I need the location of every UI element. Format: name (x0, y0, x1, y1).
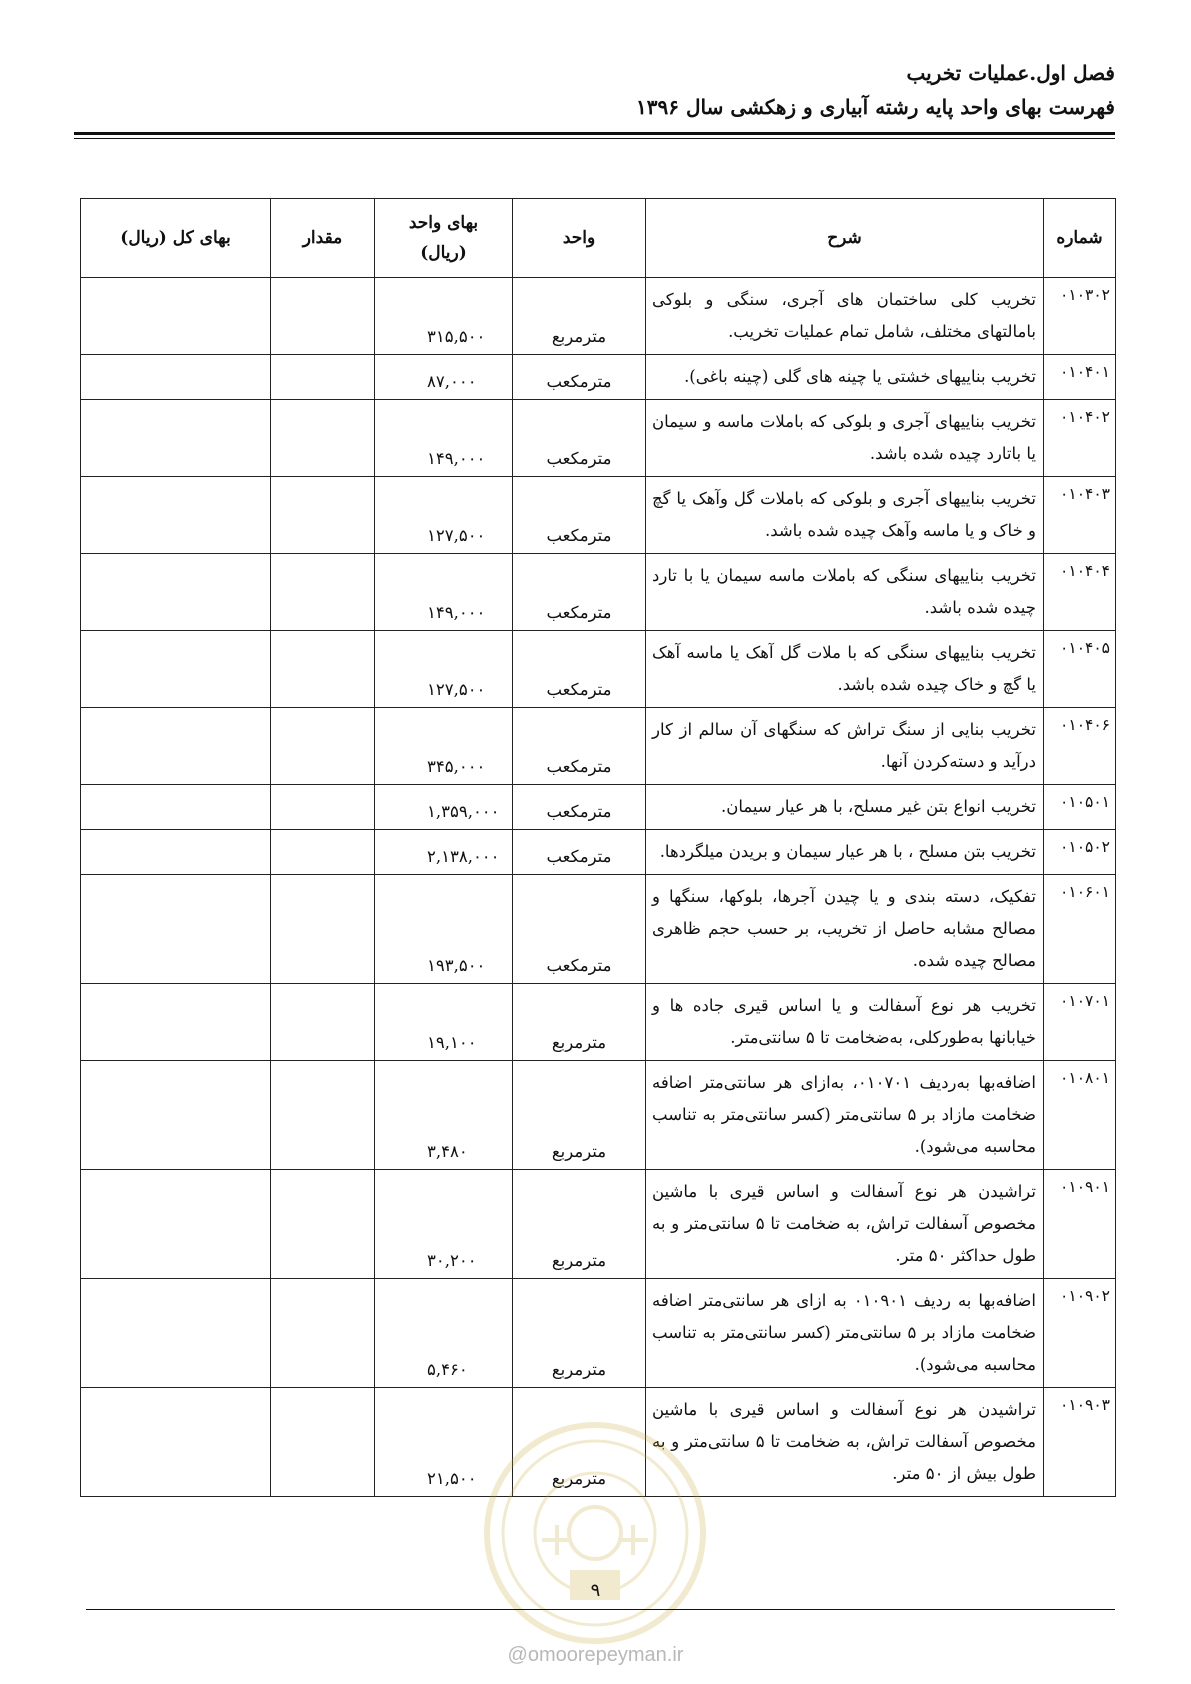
row-description: تراشیدن هر نوع آسفالت و اساس قیری با ماشین مخصوص آسفالت تراش، به ضخامت تا ۵ سانتی‌متر و به طول حداکثر ۵۰ متر. (646, 1170, 1044, 1279)
row-unit: مترمکعب (513, 875, 646, 984)
row-description: تخریب بنایی از سنگ تراش که سنگهای آن سالم از کار درآید و دسته‌کردن آنها. (646, 708, 1044, 785)
row-number: ۰۱۰۴۰۲ (1044, 400, 1116, 477)
row-quantity (271, 984, 375, 1061)
row-unit-price: ۳۱۵,۵۰۰ (375, 278, 513, 355)
row-number: ۰۱۰۹۰۱ (1044, 1170, 1116, 1279)
row-unit: مترمربع (513, 1279, 646, 1388)
row-description: تخریب بناییهای سنگی که با ملات گل آهک یا ماسه آهک یا گچ و خاک چیده شده باشد. (646, 631, 1044, 708)
row-description: تخریب بتن مسلح ، با هر عیار سیمان و بریدن میلگردها. (646, 830, 1044, 875)
row-description: اضافه‌بها به ردیف ۰۱۰۹۰۱ به ازای هر سانتی‌متر اضافه ضخامت مازاد بر ۵ سانتی‌متر (کسر سانتی‌متر به تناسب محاسبه می‌شود). (646, 1279, 1044, 1388)
table-row (81, 984, 1116, 1061)
row-unit-price: ۳,۴۸۰ (375, 1061, 513, 1170)
row-unit: مترمربع (513, 984, 646, 1061)
row-number: ۰۱۰۴۰۵ (1044, 631, 1116, 708)
row-number: ۰۱۰۹۰۳ (1044, 1388, 1116, 1497)
table-row (81, 785, 1116, 830)
row-total-price (81, 400, 271, 477)
row-total-price (81, 1061, 271, 1170)
row-number: ۰۱۰۴۰۱ (1044, 355, 1116, 400)
row-unit: مترمکعب (513, 708, 646, 785)
row-description: تخریب انواع بتن غیر مسلح، با هر عیار سیمان. (646, 785, 1044, 830)
row-quantity (271, 355, 375, 400)
row-unit: مترمکعب (513, 631, 646, 708)
page-header (636, 56, 1115, 124)
row-number: ۰۱۰۸۰۱ (1044, 1061, 1116, 1170)
watermark-text: @omoorepeyman.ir (507, 1644, 684, 1666)
row-total-price (81, 830, 271, 875)
row-unit-price: ۲,۱۳۸,۰۰۰ (375, 830, 513, 875)
row-unit-price: ۱۹,۱۰۰ (375, 984, 513, 1061)
table-row (81, 1170, 1116, 1279)
row-quantity (271, 875, 375, 984)
row-total-price (81, 1170, 271, 1279)
row-unit-price: ۳۴۵,۰۰۰ (375, 708, 513, 785)
table-row (81, 1279, 1116, 1388)
row-total-price (81, 631, 271, 708)
table-row (81, 400, 1116, 477)
row-unit-price: ۸۷,۰۰۰ (375, 355, 513, 400)
row-description: تخریب هر نوع آسفالت و یا اساس قیری جاده ها و خیابانها به‌طورکلی، به‌ضخامت تا ۵ سانتی‌متر. (646, 984, 1044, 1061)
row-total-price (81, 1279, 271, 1388)
row-number: ۰۱۰۹۰۲ (1044, 1279, 1116, 1388)
table-row (81, 708, 1116, 785)
header-total-price: بهای کل (ریال) (81, 199, 271, 278)
row-description: تخریب بناییهای آجری و بلوکی که باملات ماسه و سیمان یا باتارد چیده شده باشد. (646, 400, 1044, 477)
table-row (81, 554, 1116, 631)
row-quantity (271, 1061, 375, 1170)
header-description: شرح (646, 199, 1044, 278)
table-row (81, 355, 1116, 400)
row-unit-price: ۲۱,۵۰۰ (375, 1388, 513, 1497)
row-unit: مترمربع (513, 1170, 646, 1279)
document-subtitle: فهرست بهای واحد پایه رشته آبیاری و زهکشی سال ۱۳۹۶ (636, 95, 1115, 119)
row-description: تفکیک، دسته بندی و یا چیدن آجرها، بلوکها، سنگها و مصالح مشابه حاصل از تخریب، بر حسب حجم ظاهری مصالح چیده شده. (646, 875, 1044, 984)
row-total-price (81, 355, 271, 400)
row-total-price (81, 984, 271, 1061)
table-row (81, 477, 1116, 554)
header-unit: واحد (513, 199, 646, 278)
row-description: تخریب بناییهای خشتی یا چینه های گلی (چینه باغی). (646, 355, 1044, 400)
row-description: تخریب بناییهای سنگی که باملات ماسه سیمان یا با تارد چیده شده باشد. (646, 554, 1044, 631)
header-rule-thin (74, 138, 1115, 139)
header-number: شماره (1044, 199, 1116, 278)
row-description: اضافه‌بها به‌ردیف ۰۱۰۷۰۱، به‌ازای هر سانتی‌متر اضافه ضخامت مازاد بر ۵ سانتی‌متر (کسر سانتی‌متر به تناسب محاسبه می‌شود). (646, 1061, 1044, 1170)
row-unit: مترمربع (513, 1388, 646, 1497)
table-row (81, 278, 1116, 355)
row-number: ۰۱۰۴۰۳ (1044, 477, 1116, 554)
row-unit-price: ۱۲۷,۵۰۰ (375, 631, 513, 708)
chapter-title: فصل اول.عملیات تخریب (906, 61, 1115, 85)
row-quantity (271, 785, 375, 830)
row-unit: مترمکعب (513, 477, 646, 554)
row-unit-price: ۵,۴۶۰ (375, 1279, 513, 1388)
row-unit-price: ۱۲۷,۵۰۰ (375, 477, 513, 554)
header-unit-price: بهای واحد (ریال) (375, 199, 513, 278)
table-row (81, 875, 1116, 984)
row-quantity (271, 1170, 375, 1279)
row-unit: مترمکعب (513, 400, 646, 477)
row-quantity (271, 708, 375, 785)
row-unit: مترمکعب (513, 554, 646, 631)
row-description: تخریب بناییهای آجری و بلوکی که باملات گل وآهک یا گچ و خاک و یا ماسه وآهک چیده شده باشد. (646, 477, 1044, 554)
row-quantity (271, 400, 375, 477)
table-header-row (81, 199, 1116, 278)
row-quantity (271, 1279, 375, 1388)
row-quantity (271, 631, 375, 708)
row-quantity (271, 278, 375, 355)
row-unit: مترمکعب (513, 830, 646, 875)
row-total-price (81, 554, 271, 631)
row-description: تراشیدن هر نوع آسفالت و اساس قیری با ماشین مخصوص آسفالت تراش، به ضخامت تا ۵ سانتی‌متر و به طول بیش از ۵۰ متر. (646, 1388, 1044, 1497)
row-unit-price: ۱۴۹,۰۰۰ (375, 400, 513, 477)
row-unit: مترمربع (513, 278, 646, 355)
row-unit-price: ۱۹۳,۵۰۰ (375, 875, 513, 984)
row-unit: مترمکعب (513, 785, 646, 830)
row-quantity (271, 554, 375, 631)
row-unit-price: ۱۴۹,۰۰۰ (375, 554, 513, 631)
header-quantity: مقدار (271, 199, 375, 278)
row-total-price (81, 278, 271, 355)
row-quantity (271, 1388, 375, 1497)
table-row (81, 631, 1116, 708)
row-unit: مترمکعب (513, 355, 646, 400)
row-quantity (271, 830, 375, 875)
row-number: ۰۱۰۴۰۶ (1044, 708, 1116, 785)
row-number: ۰۱۰۳۰۲ (1044, 278, 1116, 355)
row-total-price (81, 477, 271, 554)
footer-rule (86, 1609, 1115, 1610)
row-number: ۰۱۰۵۰۲ (1044, 830, 1116, 875)
row-description: تخریب کلی ساختمان های آجری، سنگی و بلوکی بامالتهای مختلف، شامل تمام عملیات تخریب. (646, 278, 1044, 355)
row-unit-price: ۱,۳۵۹,۰۰۰ (375, 785, 513, 830)
table-row (81, 1388, 1116, 1497)
row-number: ۰۱۰۴۰۴ (1044, 554, 1116, 631)
row-total-price (81, 875, 271, 984)
row-unit: مترمربع (513, 1061, 646, 1170)
header-rule-thick (74, 132, 1115, 135)
row-number: ۰۱۰۵۰۱ (1044, 785, 1116, 830)
table-row (81, 830, 1116, 875)
page-number: ۹ (590, 1580, 601, 1601)
row-number: ۰۱۰۶۰۱ (1044, 875, 1116, 984)
row-number: ۰۱۰۷۰۱ (1044, 984, 1116, 1061)
row-total-price (81, 708, 271, 785)
price-list-table (80, 198, 1116, 1497)
table-row (81, 1061, 1116, 1170)
row-quantity (271, 477, 375, 554)
row-total-price (81, 1388, 271, 1497)
row-total-price (81, 785, 271, 830)
row-unit-price: ۳۰,۲۰۰ (375, 1170, 513, 1279)
